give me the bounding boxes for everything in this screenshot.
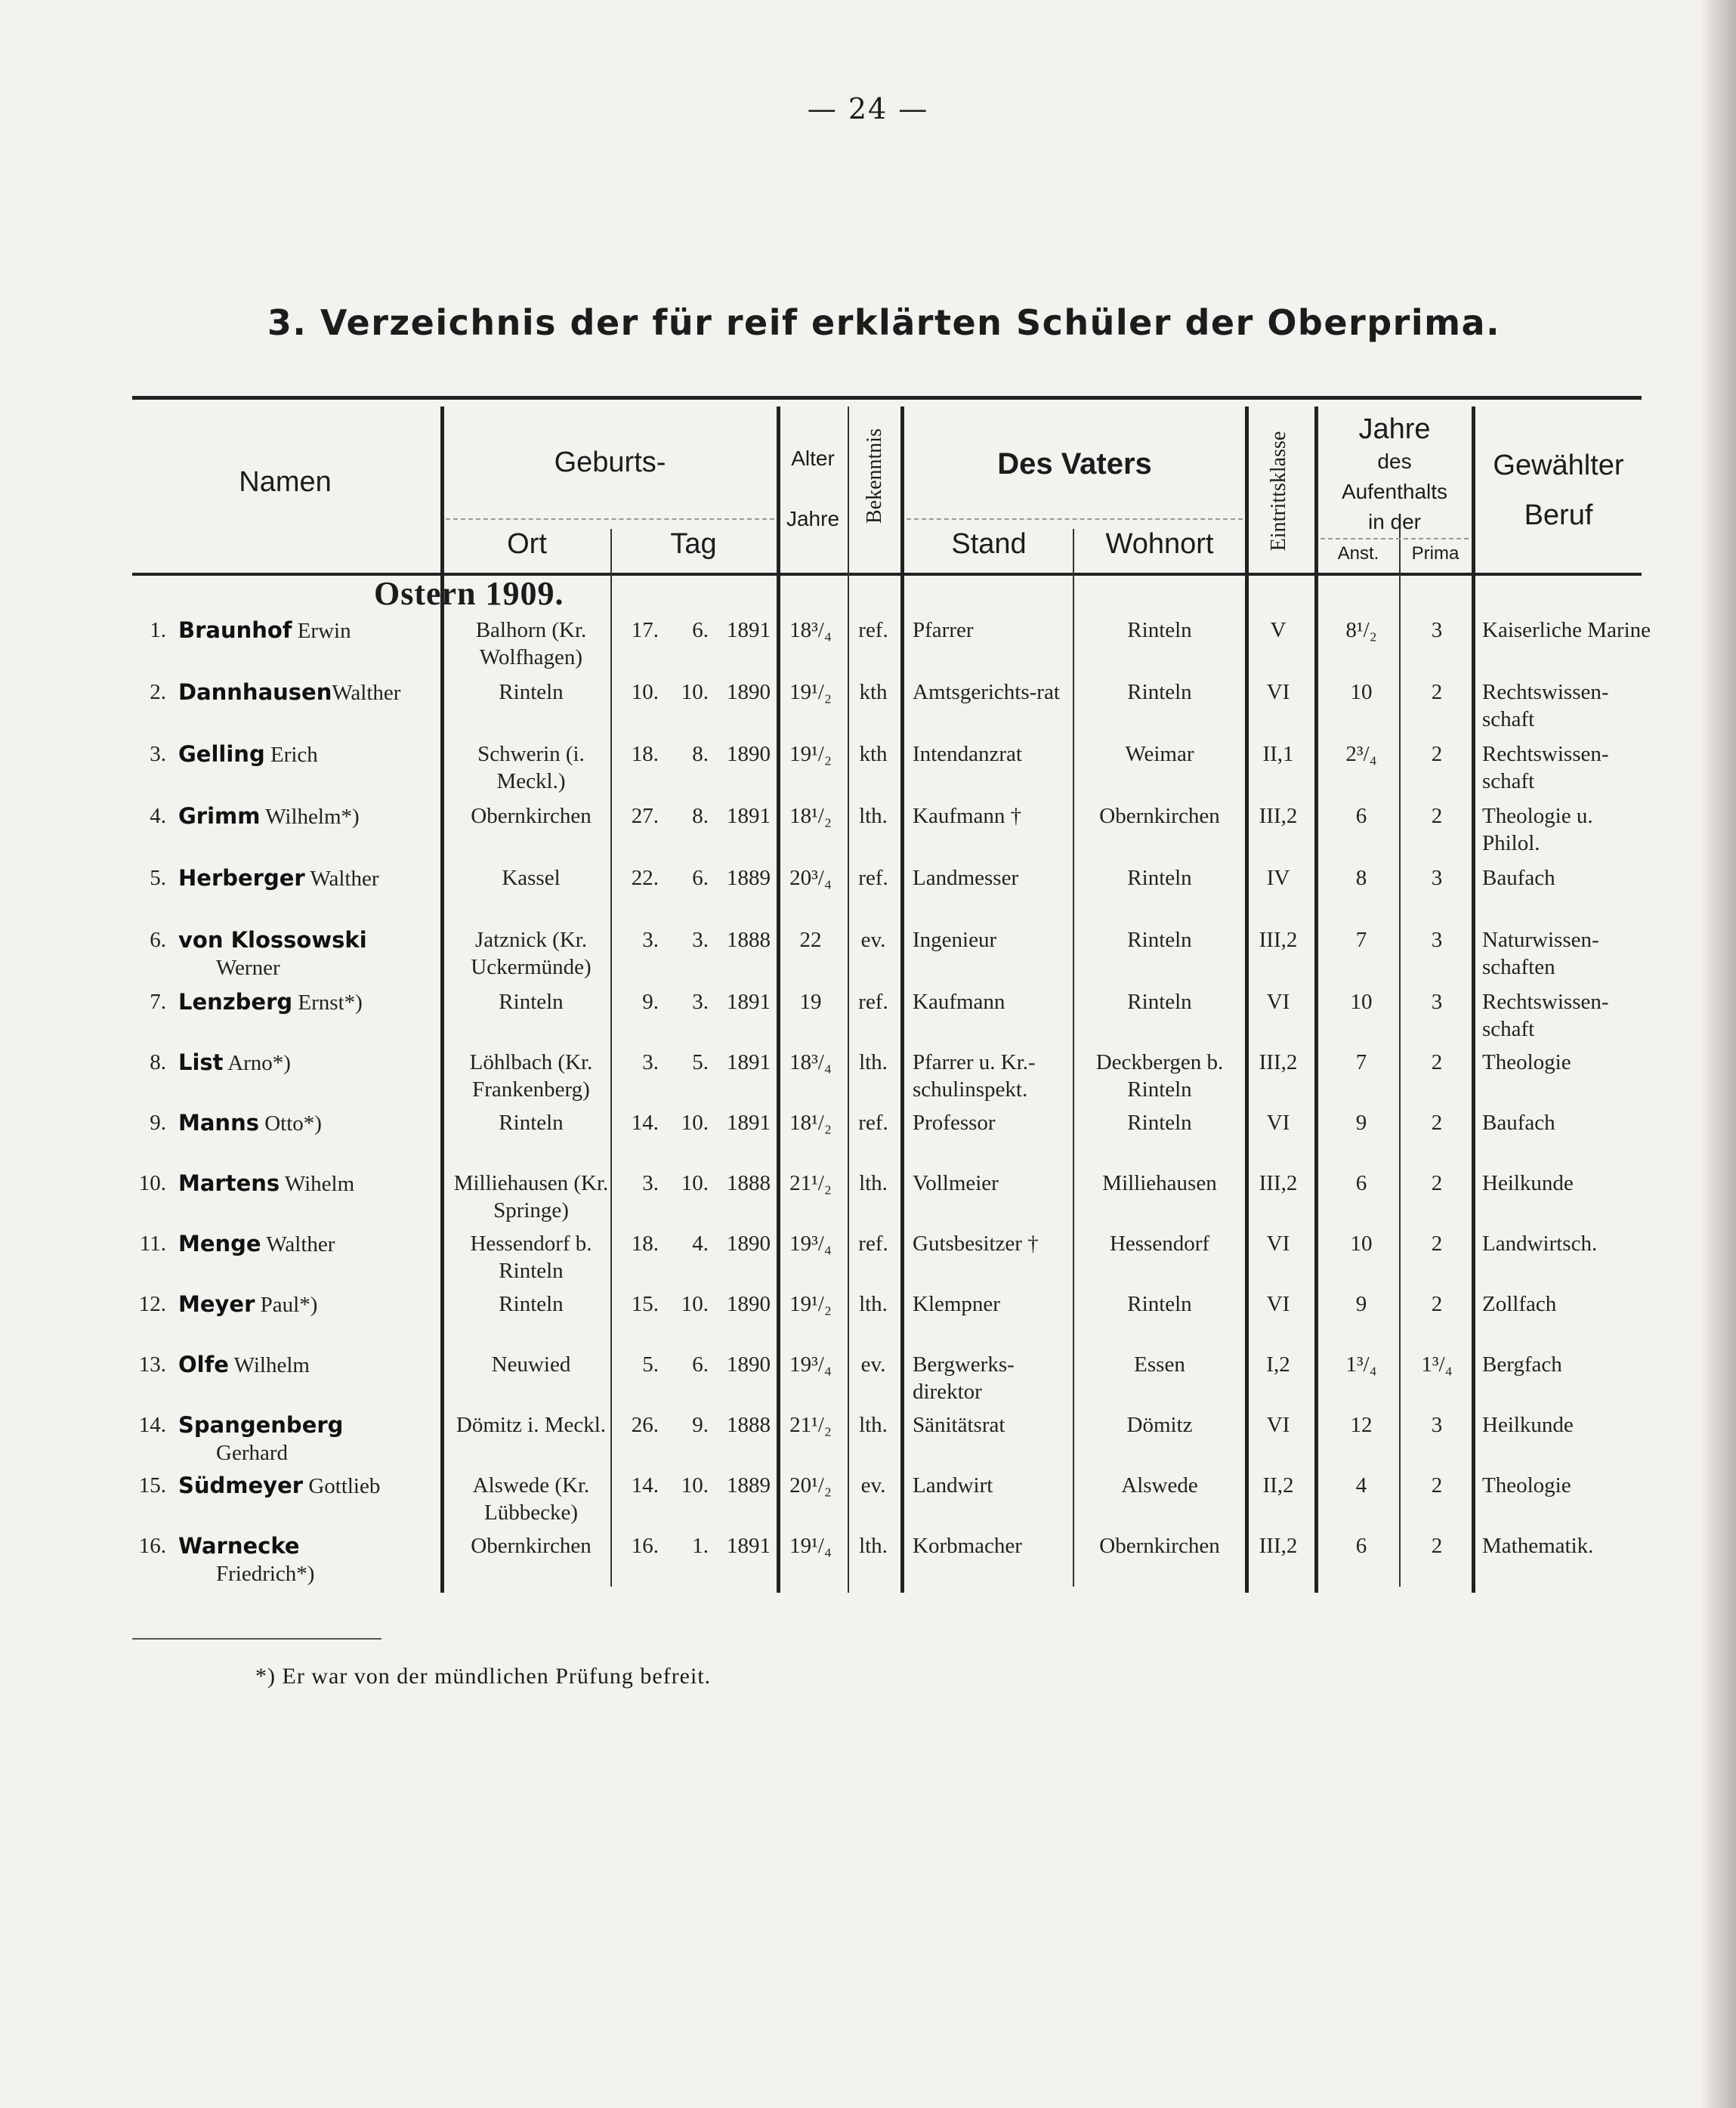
birth-year: 1891 [727,618,771,642]
age: 19¹/₂ [789,680,832,704]
birth-day: 17. [631,618,659,642]
years-prima: 2 [1431,680,1443,704]
table-row [0,1351,1736,1411]
birth-year: 1890 [727,742,771,766]
birth-year: 1891 [727,804,771,828]
chosen-profession: Theologie [1482,1473,1571,1498]
table-row [0,1290,1736,1351]
confession: lth. [859,1050,888,1074]
father-occupation: Klempner [913,1292,1000,1316]
confession: ev. [860,1473,886,1498]
student-name: List Arno*) [178,1049,291,1075]
table-row [0,740,1736,801]
student-name: Lenzberg Ernst*) [178,989,363,1015]
birth-year: 1891 [727,990,771,1014]
birth-day: 18. [631,742,659,766]
entry-class: VI [1266,1111,1290,1135]
age: 22 [799,928,822,952]
row-number: 2. [150,680,166,704]
student-name: Martens Wihelm [178,1170,355,1196]
years-institution: 7 [1355,928,1367,952]
birth-day: 9. [642,990,659,1014]
birth-place: Rinteln [499,680,564,704]
birth-year: 1889 [727,1473,771,1498]
father-occupation: Intendanzrat [913,742,1022,766]
row-number: 6. [150,928,166,952]
header-des-vaters: Des Vaters [997,447,1152,481]
entry-class: VI [1266,680,1290,704]
row-number: 1. [150,618,166,642]
chosen-profession: Rechtswissen-schaft [1482,990,1609,1041]
father-residence: Dömitz [1126,1413,1193,1437]
chosen-profession: Rechtswissen-schaft [1482,680,1609,731]
birth-day: 26. [631,1413,659,1437]
years-prima: 2 [1431,1534,1443,1558]
row-number: 8. [150,1050,166,1074]
entry-class: III,2 [1259,928,1298,952]
birth-place: Obernkirchen [471,804,592,828]
birth-day: 18. [631,1232,659,1256]
confession: ref. [858,866,888,890]
birth-place: Kassel [502,866,561,890]
header-geburts: Geburts- [554,447,666,478]
chosen-profession: Zollfach [1482,1292,1557,1316]
birth-year: 1890 [727,680,771,704]
entry-class: VI [1266,1232,1290,1256]
age: 18¹/₂ [789,804,832,828]
father-occupation: Gutsbesitzer † [913,1232,1039,1256]
entry-class: II,1 [1262,742,1294,766]
birth-month: 3. [692,990,709,1014]
years-prima: 2 [1431,1111,1443,1135]
birth-day: 14. [631,1473,659,1498]
age: 19¹/₂ [789,1292,832,1316]
vaters-sub-rule [907,518,1243,520]
birth-place: Rinteln [499,990,564,1014]
table-row [0,1411,1736,1472]
confession: lth. [859,1534,888,1558]
years-prima: 2 [1431,1050,1443,1074]
father-occupation: Landwirt [913,1473,993,1498]
entry-class: III,2 [1259,1050,1298,1074]
birth-year: 1888 [727,1171,771,1195]
birth-month: 8. [692,804,709,828]
table-header-bottom-rule [132,573,1642,576]
birth-place: Obernkirchen [471,1534,592,1558]
father-occupation: Professor [913,1111,996,1135]
birth-month: 6. [692,618,709,642]
birth-month: 9. [692,1413,709,1437]
birth-year: 1891 [727,1111,771,1135]
birth-year: 1890 [727,1292,771,1316]
chosen-profession: Mathematik. [1482,1534,1594,1558]
confession: lth. [859,804,888,828]
table-row [0,678,1736,739]
confession: ev. [860,928,886,952]
birth-place: Hessendorf b. Rinteln [470,1232,592,1283]
birth-month: 10. [681,1473,709,1498]
birth-month: 8. [692,742,709,766]
birth-place: Dömitz i. Meckl. [456,1413,607,1437]
years-institution: 6 [1355,804,1367,828]
father-occupation: Ingenieur [913,928,997,952]
row-number: 11. [139,1232,166,1256]
row-number: 16. [138,1534,166,1558]
chosen-profession: Kaiserliche Marine [1482,618,1651,642]
footnote-rule [132,1638,381,1640]
father-residence: Weimar [1125,742,1194,766]
header-alter: Alter [791,447,835,470]
entry-class: II,2 [1262,1473,1294,1498]
years-prima: 2 [1431,1473,1443,1498]
chosen-profession: Theologie u. Philol. [1482,804,1593,855]
entry-class: VI [1266,1292,1290,1316]
years-prima: 2 [1431,804,1443,828]
confession: lth. [859,1413,888,1437]
student-name: Olfe Wilhelm [178,1352,310,1377]
header-anst: Anst. [1337,543,1379,564]
father-residence: Hessendorf [1109,1232,1210,1256]
father-residence: Obernkirchen [1099,1534,1220,1558]
header-alter-jahre: Jahre [786,507,840,530]
father-residence: Deckbergen b. Rinteln [1095,1050,1224,1102]
confession: kth [859,742,888,766]
age: 20¹/₂ [789,1473,832,1498]
years-institution: 8 [1355,866,1367,890]
row-number: 13. [138,1352,166,1377]
student-name: Menge Walther [178,1231,335,1256]
birth-year: 1890 [727,1232,771,1256]
student-name: Manns Otto*) [178,1110,322,1136]
chosen-profession: Heilkunde [1482,1171,1574,1195]
age: 19³/₄ [789,1232,832,1256]
father-occupation: Pfarrer u. Kr.-schulinspekt. [913,1050,1036,1102]
student-name: von Klossowski Werner [178,927,367,980]
birth-place: Rinteln [499,1111,564,1135]
chosen-profession: Rechtswissen-schaft [1482,742,1609,793]
birth-month: 1. [692,1534,709,1558]
confession: ref. [858,618,888,642]
age: 21¹/₂ [789,1171,832,1195]
footnote: *) Er war von der mündlichen Prüfung befreit. [255,1664,712,1689]
birth-year: 1888 [727,928,771,952]
header-eintrittsklasse: Eintrittsklasse [1267,431,1290,552]
chosen-profession: Landwirtsch. [1482,1232,1598,1256]
birth-month: 6. [692,866,709,890]
confession: ref. [858,1232,888,1256]
header-wohnort: Wohnort [1105,528,1214,560]
years-institution: 6 [1355,1171,1367,1195]
father-residence: Rinteln [1127,1111,1192,1135]
years-prima: 2 [1431,742,1443,766]
header-beruf: Beruf [1524,499,1593,531]
row-number: 3. [150,742,166,766]
chosen-profession: Bergfach [1482,1352,1562,1377]
entry-class: V [1270,618,1287,642]
student-name: Meyer Paul*) [178,1291,318,1317]
age: 19¹/₄ [789,1534,832,1558]
birth-place: Balhorn (Kr. Wolfhagen) [475,618,587,669]
row-number: 14. [138,1413,166,1437]
father-occupation: Bergwerks-direktor [913,1352,1015,1404]
confession: ev. [860,1352,886,1377]
row-number: 4. [150,804,166,828]
birth-month: 5. [692,1050,709,1074]
father-residence: Rinteln [1127,618,1192,642]
table-row [0,1472,1736,1532]
father-occupation: Landmesser [913,866,1019,890]
entry-class: I,2 [1266,1352,1290,1377]
father-residence: Alswede [1121,1473,1198,1498]
section-title: Ostern 1909. [374,575,564,612]
page-title: 3. Verzeichnis der für reif erklärten Schüler der Oberprima. [267,302,1501,343]
age: 20³/₄ [789,866,832,890]
confession: kth [859,680,888,704]
row-number: 9. [150,1111,166,1135]
age: 19 [799,990,822,1014]
years-institution: 10 [1350,1232,1373,1256]
birth-month: 10. [681,1292,709,1316]
father-residence: Milliehausen [1102,1171,1217,1195]
father-occupation: Pfarrer [913,618,974,642]
student-name: Herberger Walther [178,865,379,891]
table-row [0,802,1736,863]
student-name: Braunhof Erwin [178,617,351,643]
table-row [0,1109,1736,1170]
birth-place: Jatznick (Kr. Uckermünde) [471,928,592,979]
birth-place: Löhlbach (Kr. Frankenberg) [469,1050,593,1102]
father-residence: Rinteln [1127,990,1192,1014]
header-des: des [1377,450,1412,473]
years-prima: 2 [1431,1232,1443,1256]
student-name: Gelling Erich [178,741,318,767]
table-row [0,988,1736,1049]
header-aufenthalts: Aufenthalts [1341,480,1448,503]
years-institution: 10 [1350,990,1373,1014]
chosen-profession: Baufach [1482,866,1555,890]
years-institution: 9 [1355,1111,1367,1135]
header-namen: Namen [239,466,332,498]
header-prima: Prima [1411,543,1460,564]
table-row [0,864,1736,925]
birth-day: 3. [642,1171,659,1195]
birth-day: 10. [631,680,659,704]
birth-year: 1891 [727,1534,771,1558]
age: 19³/₄ [789,1352,832,1377]
years-institution: 1³/₄ [1345,1352,1377,1377]
birth-month: 4. [692,1232,709,1256]
birth-day: 22. [631,866,659,890]
years-prima: 2 [1431,1292,1443,1316]
birth-month: 10. [681,680,709,704]
table-top-rule [132,396,1642,400]
row-number: 7. [150,990,166,1014]
page-number: — 24 — [807,92,929,125]
years-institution: 4 [1355,1473,1367,1498]
confession: ref. [858,990,888,1014]
father-residence: Obernkirchen [1099,804,1220,828]
years-institution: 6 [1355,1534,1367,1558]
row-number: 15. [138,1473,166,1498]
birth-month: 10. [681,1111,709,1135]
age: 18¹/₂ [789,1111,832,1135]
table-row [0,1230,1736,1290]
father-occupation: Kaufmann † [913,804,1022,828]
years-prima: 2 [1431,1171,1443,1195]
birth-month: 10. [681,1171,709,1195]
birth-day: 3. [642,928,659,952]
father-occupation: Kaufmann [913,990,1005,1014]
entry-class: VI [1266,990,1290,1014]
student-name: Warnecke Friedrich*) [178,1533,315,1586]
birth-place: Alswede (Kr. Lübbecke) [472,1473,590,1525]
birth-year: 1888 [727,1413,771,1437]
years-institution: 7 [1355,1050,1367,1074]
years-institution: 9 [1355,1292,1367,1316]
confession: lth. [859,1171,888,1195]
header-stand: Stand [951,528,1027,560]
birth-month: 6. [692,1352,709,1377]
years-prima: 3 [1431,618,1443,642]
header-gewaehlter: Gewählter [1493,450,1624,481]
entry-class: IV [1266,866,1290,890]
birth-day: 3. [642,1050,659,1074]
table-row [0,1532,1736,1593]
chosen-profession: Baufach [1482,1111,1555,1135]
years-prima: 3 [1431,1413,1443,1437]
age: 21¹/₂ [789,1413,832,1437]
chosen-profession: Theologie [1482,1050,1571,1074]
row-number: 10. [138,1171,166,1195]
father-residence: Rinteln [1127,866,1192,890]
age: 19¹/₂ [789,742,832,766]
age: 18³/₄ [789,1050,832,1074]
table-row [0,1170,1736,1230]
father-residence: Rinteln [1127,928,1192,952]
geburts-sub-rule [446,518,774,520]
birth-year: 1890 [727,1352,771,1377]
father-residence: Essen [1134,1352,1185,1377]
father-occupation: Sänitätsrat [913,1413,1005,1437]
birth-day: 16. [631,1534,659,1558]
birth-month: 3. [692,928,709,952]
birth-place: Rinteln [499,1292,564,1316]
birth-year: 1891 [727,1050,771,1074]
chosen-profession: Naturwissen-schaften [1482,928,1599,979]
birth-day: 15. [631,1292,659,1316]
student-name: DannhausenWalther [178,679,401,705]
entry-class: III,2 [1259,804,1298,828]
father-occupation: Amtsgerichts-rat [913,680,1060,704]
header-in-der: in der [1367,510,1422,533]
header-ort: Ort [507,528,547,560]
years-prima: 3 [1431,928,1443,952]
confession: ref. [858,1111,888,1135]
table-row [0,926,1736,987]
years-institution: 2³/₄ [1345,742,1377,766]
birth-day: 27. [631,804,659,828]
table-row [0,1049,1736,1109]
birth-year: 1889 [727,866,771,890]
father-residence: Rinteln [1127,680,1192,704]
father-residence: Rinteln [1127,1292,1192,1316]
entry-class: VI [1266,1413,1290,1437]
entry-class: III,2 [1259,1171,1298,1195]
years-institution: 12 [1350,1413,1373,1437]
student-name: Spangenberg Gerhard [178,1412,344,1465]
header-bekenntnis: Bekenntnis [863,428,886,524]
birth-place: Neuwied [491,1352,571,1377]
confession: lth. [859,1292,888,1316]
years-institution: 8¹/₂ [1345,618,1377,642]
table-row [0,617,1736,677]
jahre-sub-rule [1321,538,1469,539]
student-name: Südmeyer Gottlieb [178,1473,381,1498]
student-name: Grimm Wilhelm*) [178,803,360,829]
birth-place: Milliehausen (Kr. Springe) [453,1171,609,1222]
row-number: 5. [150,866,166,890]
chosen-profession: Heilkunde [1482,1413,1574,1437]
years-prima: 3 [1431,990,1443,1014]
birth-place: Schwerin (i. Meckl.) [477,742,585,793]
entry-class: III,2 [1259,1534,1298,1558]
father-occupation: Korbmacher [913,1534,1022,1558]
years-prima: 1³/₄ [1421,1352,1453,1377]
birth-day: 14. [631,1111,659,1135]
years-institution: 10 [1350,680,1373,704]
header-jahre: Jahre [1358,413,1431,445]
row-number: 12. [138,1292,166,1316]
years-prima: 3 [1431,866,1443,890]
age: 18³/₄ [789,618,832,642]
birth-day: 5. [642,1352,659,1377]
header-tag: Tag [670,528,717,560]
father-occupation: Vollmeier [913,1171,999,1195]
